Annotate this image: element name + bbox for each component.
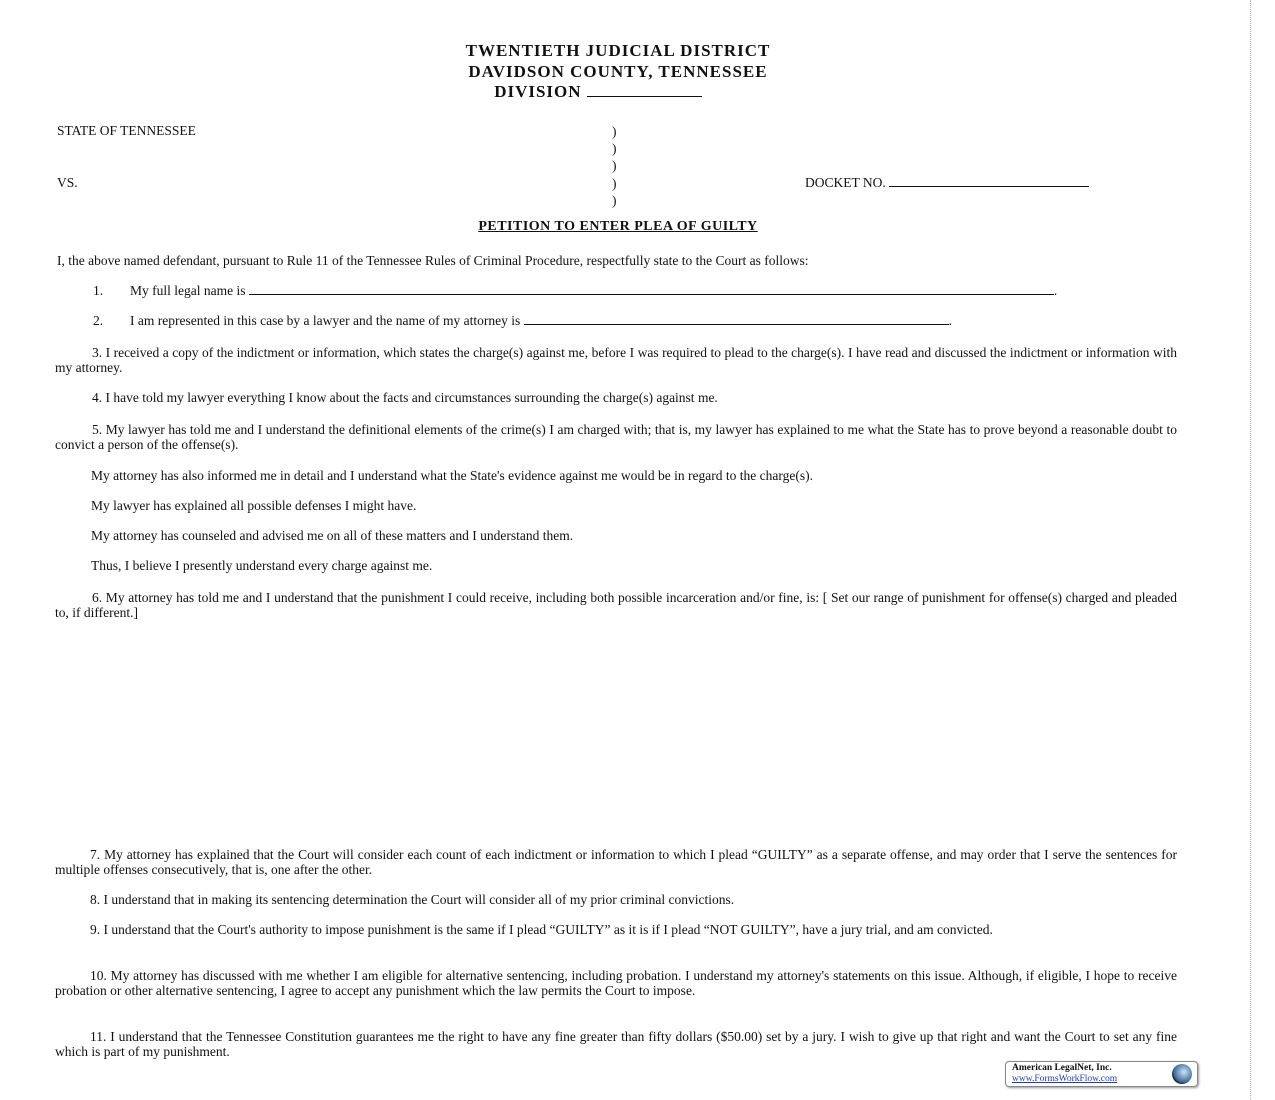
legal-name-blank[interactable]	[249, 284, 1054, 295]
caption-paren: )	[612, 158, 617, 173]
item-text: I am represented in this case by a lawyer and the name of my attorney is	[130, 313, 521, 328]
item-2: I am represented in this case by a lawyer and the name of my attorney is .	[130, 313, 952, 328]
item-1: My full legal name is .	[130, 283, 1058, 298]
header-county: DAVIDSON COUNTY, TENNESSEE	[468, 62, 768, 81]
item-5-defenses: My lawyer has explained all possible defenses I might have.	[91, 498, 417, 513]
docket-blank[interactable]	[889, 176, 1089, 187]
division-label: DIVISION	[494, 82, 582, 101]
item-3: 3. I received a copy of the indictment or information, which states the charge(s) against me, before I was required to plead to the charge(s). I have read and discussed the indictment or information with my attorney.	[55, 345, 1177, 375]
attorney-name-blank[interactable]	[524, 314, 949, 325]
caption-paren: )	[612, 193, 617, 208]
globe-icon	[1172, 1064, 1192, 1084]
item-5-attorney: My attorney has also informed me in detail and I understand what the State's evidence against me would be in regard to the charge(s).	[91, 468, 813, 483]
publisher-logo	[1005, 1061, 1198, 1087]
intro-text: I, the above named defendant, pursuant to Rule 11 of the Tennessee Rules of Criminal Procedure, respectfully state to the Court as follows:	[57, 253, 809, 268]
docket-label: DOCKET NO.	[805, 175, 886, 190]
item-11: 11. I understand that the Tennessee Constitution guarantees me the right to have any fine greater than fifty dollars ($50.00) set by a jury. I wish to give up that right and want the Court to set any fine which is part of my punishment.	[55, 1029, 1177, 1059]
docket-field	[805, 176, 1089, 191]
item-5: 5. My lawyer has told me and I understand the definitional elements of the crime(s) I am charged with; that is, my lawyer has explained to me what the State has to prove beyond a reasonable doubt to convict a person of the offense(s).	[55, 422, 1177, 452]
document-title: PETITION TO ENTER PLEA OF GUILTY	[478, 219, 758, 234]
division-blank[interactable]	[587, 86, 702, 97]
item-5-understand: Thus, I believe I presently understand every charge against me.	[91, 558, 433, 573]
item-4: 4. I have told my lawyer everything I know about the facts and circumstances surrounding the charge(s) against me.	[92, 390, 718, 405]
scan-edge-artifact	[1250, 0, 1273, 1100]
item-7: 7. My attorney has explained that the Court will consider each count of each indictment or information to which I plead “GUILTY” as a separate offense, and may order that I serve the sentences for multiple offenses consecutively, that is, one after the other.	[55, 847, 1177, 877]
publisher-link[interactable]: www.FormsWorkFlow.com	[1012, 1074, 1118, 1084]
item-8: 8. I understand that in making its sentencing determination the Court will consider all of my prior criminal convictions.	[90, 892, 735, 907]
item-number: 1.	[93, 283, 104, 298]
publisher-name: American LegalNet, Inc.	[1012, 1063, 1112, 1073]
caption-paren: )	[612, 141, 617, 156]
item-number: 2.	[93, 313, 104, 328]
header-division	[0, 82, 1216, 102]
plaintiff-name: STATE OF TENNESSEE	[57, 123, 196, 138]
item-9: 9. I understand that the Court's authority to impose punishment is the same if I plead “GUILTY” as it is if I plead “NOT GUILTY”, have a jury trial, and am convicted.	[90, 922, 993, 937]
item-10: 10. My attorney has discussed with me whether I am eligible for alternative sentencing, including probation. I understand my attorney's statements on this issue. Although, if eligible, I hope to receive probation or other alternative sentencing, I agree to accept any punishment which the law permits the Court to impose.	[55, 968, 1177, 998]
vs-label: VS.	[57, 175, 78, 190]
caption-paren: )	[612, 176, 617, 191]
item-6: 6. My attorney has told me and I understand that the punishment I could receive, including both possible incarceration and/or fine, is: [ Set our range of punishment for offense(s) charged and pleaded to, if different.]	[55, 590, 1177, 620]
item-5-counseled: My attorney has counseled and advised me on all of these matters and I understand them.	[91, 528, 574, 543]
header-district: TWENTIETH JUDICIAL DISTRICT	[465, 41, 771, 60]
item-text: My full legal name is	[130, 283, 246, 298]
caption-paren: )	[612, 124, 617, 139]
